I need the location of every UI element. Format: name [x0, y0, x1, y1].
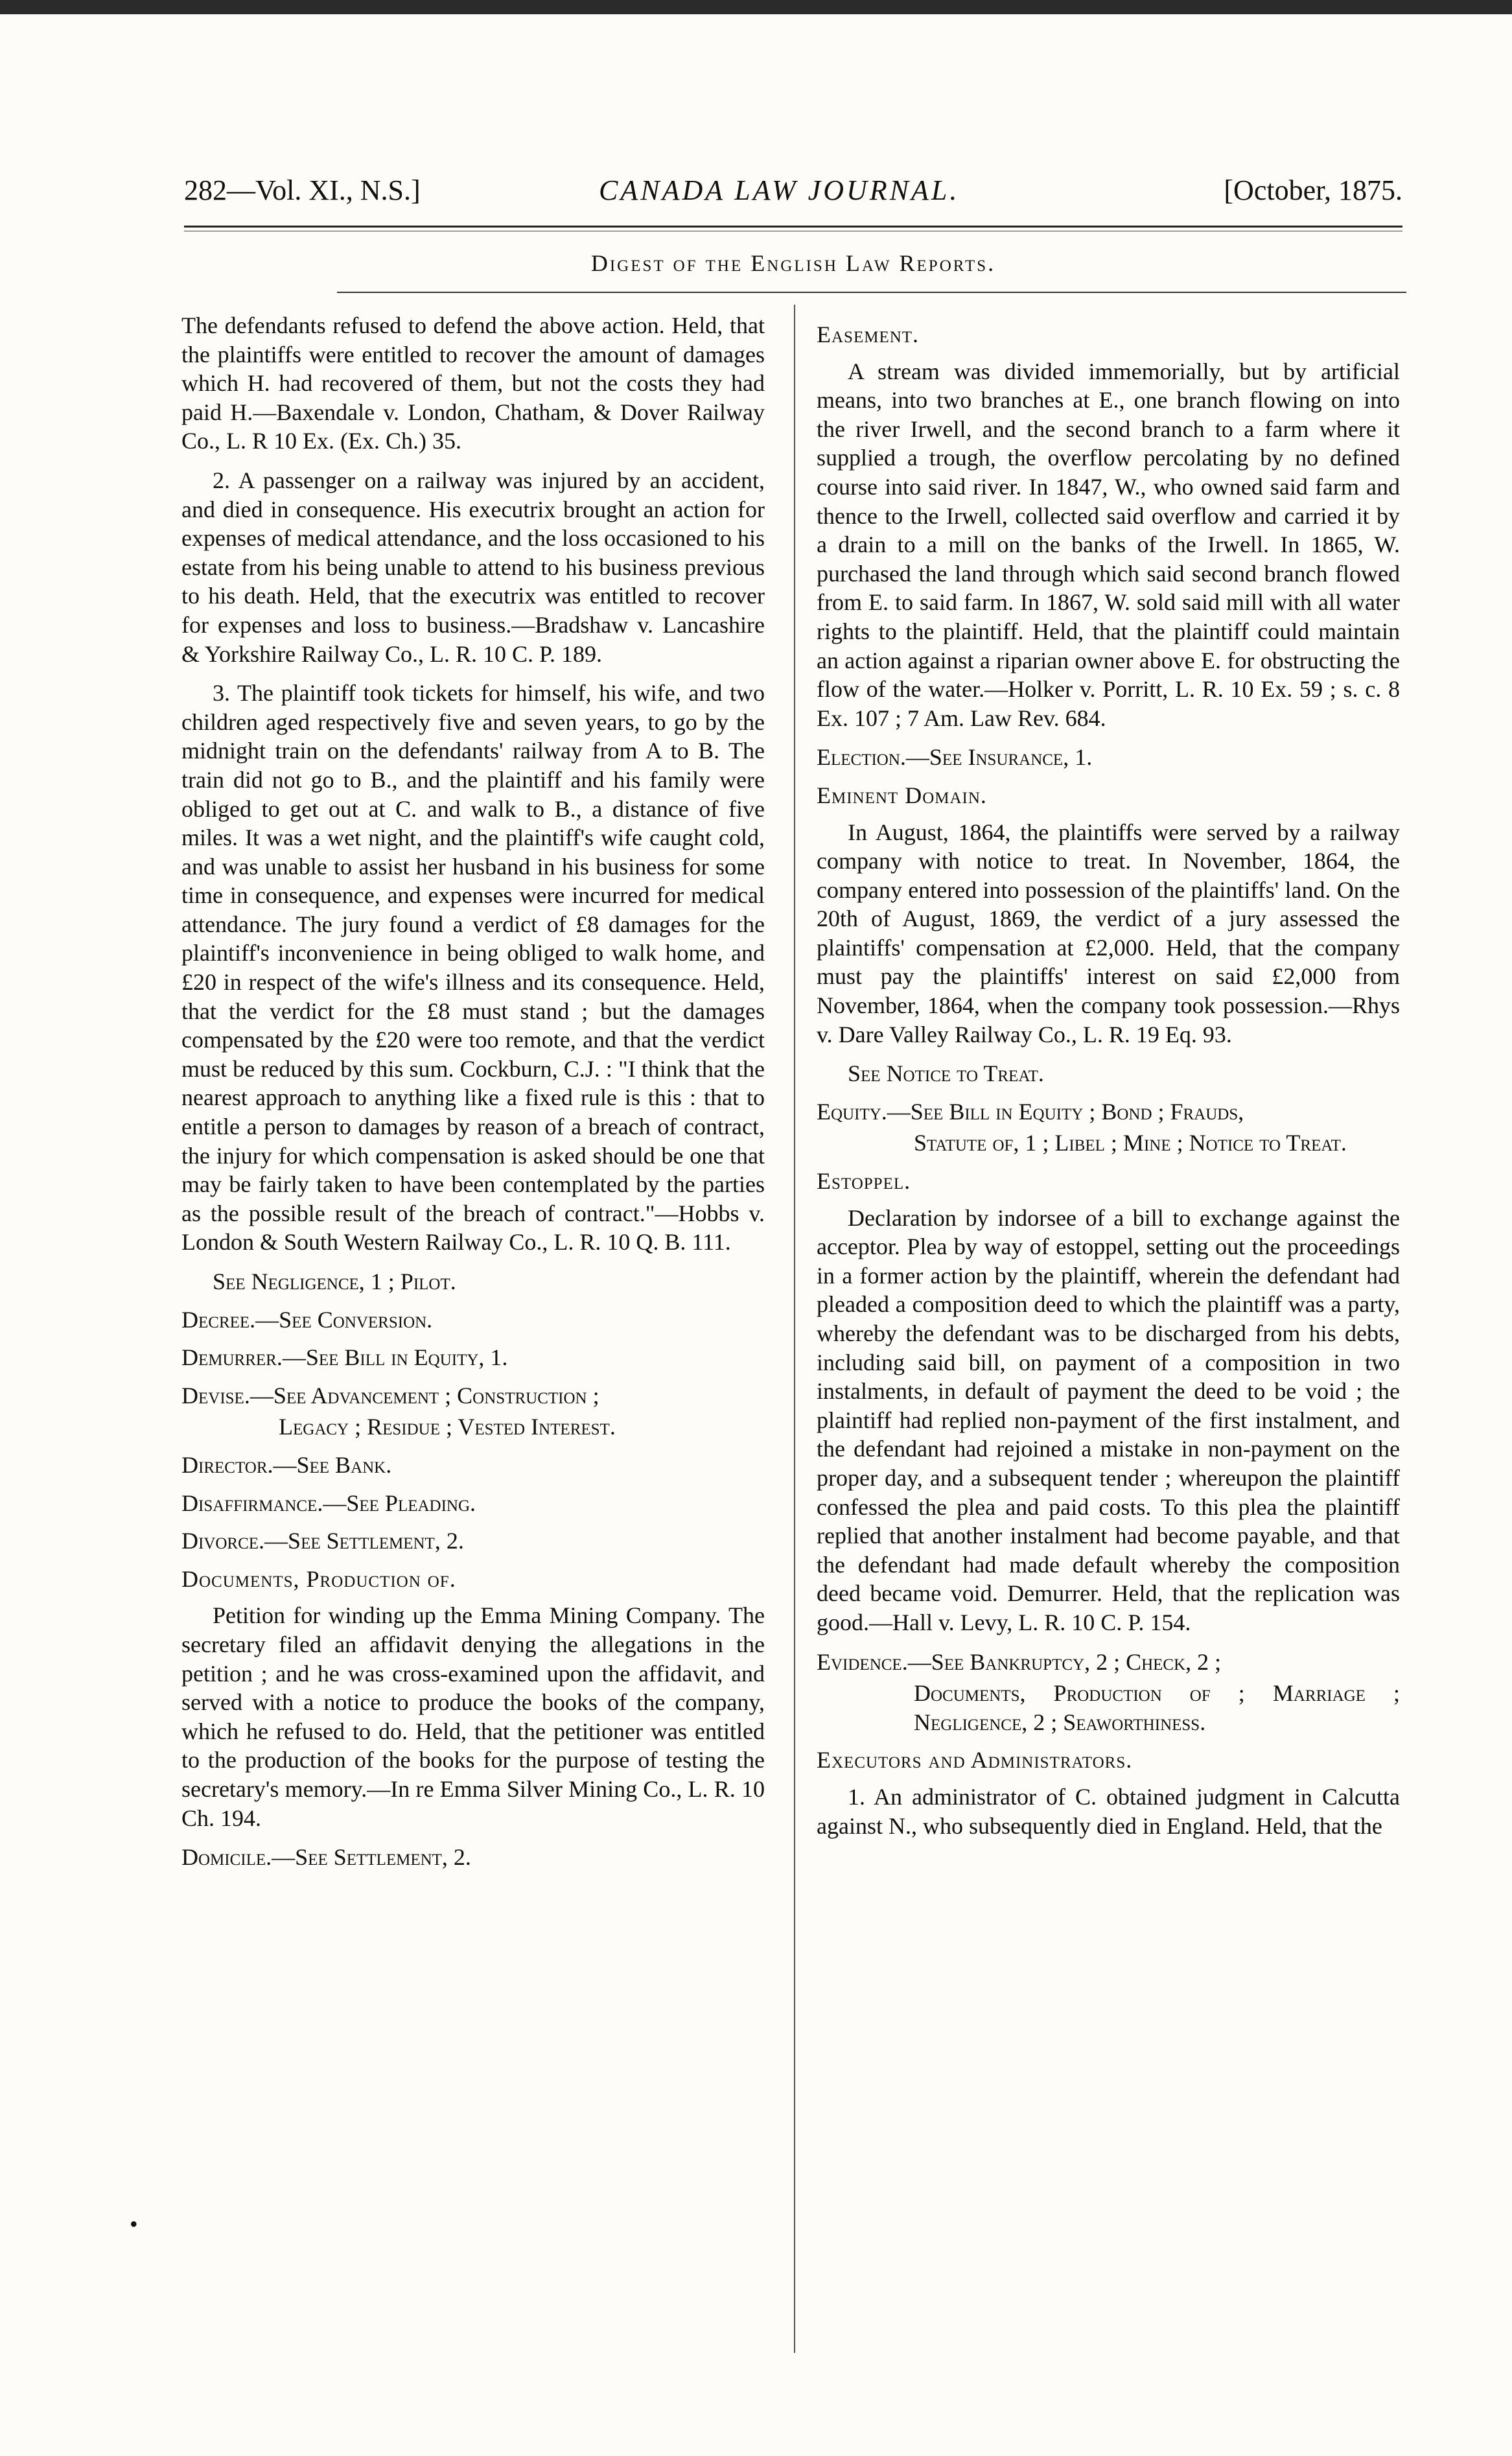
section-heading: Eminent Domain.	[817, 782, 987, 808]
index-entry: Election.—See Insurance, 1.	[817, 744, 1093, 771]
column-divider	[794, 305, 795, 2353]
section-heading: Easement.	[817, 322, 920, 347]
section-heading: Executors and Administrators.	[817, 1747, 1133, 1773]
scan-top-border	[0, 0, 1512, 14]
index-entry: Demurrer.—See Bill in Equity, 1.	[181, 1344, 508, 1371]
paragraph: In August, 1864, the plaintiffs were served by a railway company with notice to treat. In November, 1864, the company entered into possession of the plaintiffs' land. On the 20th of August, 1869, the verdict of a jury assessed the plaintiffs' compensation at £2,000. Held, that the company must pay the plaintiffs' interest on said £2,000 from November, 1864, when the company took possession.—Rhys v. Dare Valley Railway Co., L. R. 19 Eq. 93.	[817, 819, 1400, 1047]
section-title: Digest of the English Law Reports.	[590, 250, 996, 276]
index-entry-continued: Statute of, 1 ; Libel ; Mine ; Notice to Treat.	[914, 1130, 1347, 1156]
page-volume: 282—Vol. XI., N.S.]	[184, 174, 421, 206]
journal-title: CANADA LAW JOURNAL.	[599, 174, 960, 206]
index-entry: Equity.—See Bill in Equity ; Bond ; Frauds,	[817, 1098, 1244, 1125]
index-entry: Domicile.—See Settlement, 2.	[181, 1844, 471, 1871]
paragraph: 3. The plaintiff took tickets for himself, his wife, and two children aged respectively five and seven years, to go by the midnight train on the defendants' railway from A to B. The train did not go to B., and the plaintiff and his family were obliged to get out at C. and walk to B., a distance of five miles. It was a wet night, and the plaintiff's wife caught cold, and was unable to assist her husband in his business for some time in consequence, and expenses were incurred for medical attendance. The jury found a verdict of £8 damages for the plaintiff's inconvenience in being obliged to walk home, and £20 in respect of the wife's illness and its consequence. Held, that the verdict for the £8 must stand ; but the damages compensated by the £20 were too remote, and that the verdict must be reduced by this sum. Cockburn, C.J. : "I think that the nearest approach to anything like a fixed rule is this : that to entitle a person to damages by reason of a breach of contract, the injury for which compensation is asked should be one that may be fairly taken to have been contemplated by the parties as the possible result of the breach of contract."—Hobbs v. London & South Western Railway Co., L. R. 10 Q. B. 111.	[181, 680, 765, 1256]
paragraph: A stream was divided immemorially, but by artificial means, into two branches at E., one branch flowing on into the river Irwell, and the second branch to a farm where it supplied a trough, the overflow percolating by no defined course into said river. In 1847, W., who owned said farm and thence to the Irwell, collected said overflow and carried it by a drain to a mill on the banks of the Irwell. In 1865, W. purchased the land through which said second branch flowed from E. to said farm. In 1867, W. sold said mill with all water rights to the plaintiff. Held, that the plaintiff could maintain an action against a riparian owner above E. for obstructing the flow of the water.—Holker v. Porritt, L. R. 10 Ex. 59 ; s. c. 8 Ex. 107 ; 7 Am. Law Rev. 684.	[817, 358, 1400, 731]
index-entry: Divorce.—See Settlement, 2.	[181, 1528, 464, 1554]
index-entry: Decree.—See Conversion.	[181, 1306, 433, 1333]
paragraph: Declaration by indorsee of a bill to exchange against the acceptor. Plea by way of estoppel, setting out the proceedings in a former action by the plaintiff, wherein the defendant had pleaded a composition deed to which the plaintiff was a party, whereby the defendant was to be discharged from his debts, including said bill, on payment of a composition in two instalments, in default of payment the deed to be void ; the plaintiff had replied non-payment of the first instalment, and the defendant had rejoined a mistake in non-payment on the proper day, and a subsequent tender ; whereupon the plaintiff confessed the plea and paid costs. To this plea the plaintiff replied that another instalment had become payable, and that the defendant had made default whereby the composition deed became void. Demurrer. Held, that the replication was good.—Hall v. Levy, L. R. 10 C. P. 154.	[817, 1204, 1400, 1635]
index-entry: Evidence.—See Bankruptcy, 2 ; Check, 2 ;	[817, 1648, 1222, 1675]
cross-reference: See Notice to Treat.	[848, 1060, 1044, 1087]
right-column	[817, 311, 1400, 1851]
issue-date: [October, 1875.	[1224, 174, 1402, 206]
cross-reference: See Negligence, 1 ; Pilot.	[213, 1269, 456, 1294]
paragraph: The defendants refused to defend the above action. Held, that the plaintiffs were entitled to recover the amount of damages which H. had recovered of them, but not the costs they had paid H.—Baxendale v. London, Chatham, & Dover Railway Co., L. R 10 Ex. (Ex. Ch.) 35.	[181, 312, 765, 454]
header-rule	[184, 226, 1402, 228]
index-entry-continued: Documents, Production of ; Marriage ; Negligence, 2 ; Seaworthiness.	[914, 1680, 1400, 1735]
section-rule	[337, 292, 1406, 293]
section-heading: Estoppel.	[817, 1168, 911, 1195]
paragraph: 2. A passenger on a railway was injured by an accident, and died in consequence. His executrix brought an action for expenses of medical attendance, and the loss occasioned to his estate from his being unable to attend to his business previous to his death. Held, that the executrix was entitled to recover for expenses and loss to business.—Bradshaw v. Lancashire & Yorkshire Railway Co., L. R. 10 C. P. 189.	[181, 467, 765, 667]
left-column	[181, 311, 765, 1881]
index-entry: Devise.—See Advancement ; Construction ;	[181, 1382, 599, 1409]
index-entry: Director.—See Bank.	[181, 1451, 392, 1478]
paragraph: Petition for winding up the Emma Mining Company. The secretary filed an affidavit denying the allegations in the petition ; and he was cross-examined upon the affidavit, and served with a notice to produce the books of the company, which he refused to do. Held, that the petitioner was entitled to the production of the books for the purpose of testing the secretary's memory.—In re Emma Silver Mining Co., L. R. 10 Ch. 194.	[181, 1602, 765, 1831]
paragraph: 1. An administrator of C. obtained judgment in Calcutta against N., who subsequently died in England. Held, that the	[817, 1783, 1400, 1839]
margin-mark: •	[130, 2211, 138, 2237]
section-heading: Documents, Production of.	[181, 1565, 456, 1592]
index-entry-continued: Legacy ; Residue ; Vested Interest.	[279, 1414, 616, 1440]
index-entry: Disaffirmance.—See Pleading.	[181, 1490, 476, 1516]
page-header	[184, 174, 1402, 219]
